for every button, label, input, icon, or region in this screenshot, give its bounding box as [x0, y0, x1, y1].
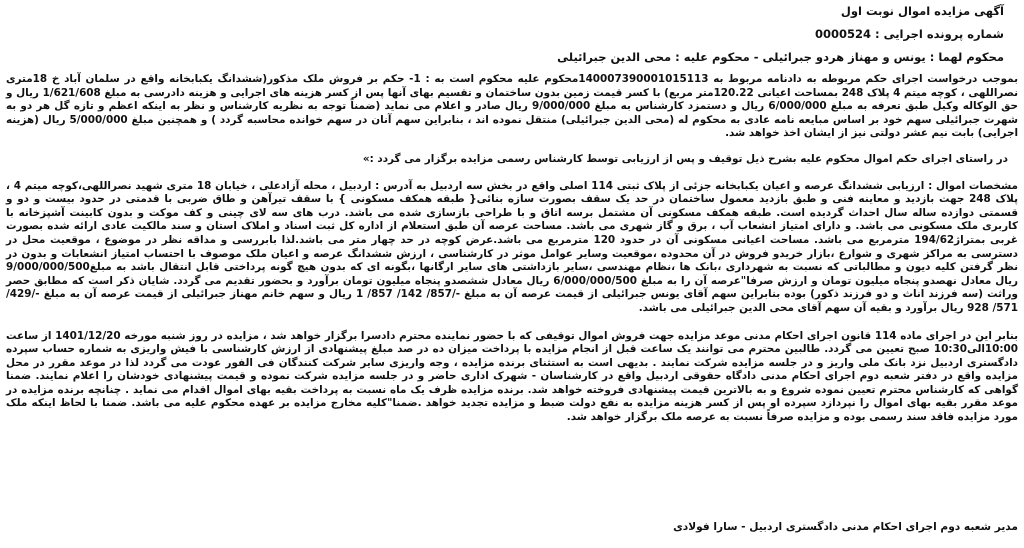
- signature-line: مدیر شعبه دوم اجرای احکام مدنی دادگستری اردبیل - سارا فولادی: [673, 521, 1018, 533]
- property-description-paragraph: مشخصات اموال : ارزیابی ششدانگ عرصه و اعیان یکبابخانه جزئی از پلاک ثبتی 114 اصلی واقع در بخش سه اردبیل به آدرس : اردبیل ، محله آزادعلی ، خیابان 18 متری شهید نصراللهی،کوچه میتم 4 ، پلاک 248 جهت بازدید و معاینه فنی و طبق بازدید معمول ساختمان در حد یک سقف بصورت سازه بنائی{ طبقه همکف مسکونی } با سقف تیرآهن و طاق ضربی با قدمتی در حدود بیست و دو و قسمتی دوازده ساله سال احداث گردیده است. طبقه همکف مسکونی آن مشتمل برسه اتاق و با طراحی بازسازی شده می باشد. درب های سه لای چینی و کف موکت و بدون کابینت آشپزخانه با کاربری ملک مسکونی می باشد. و دارای امتیاز انشعاب آب ، برق و گاز شهری می باشد. مساحت عرصه آن طبق استعلام از اداره کل ثبت اسناد و املاک استان و سند مالکیت عادی ارائه شده بصورت غربی بمتراژ194/62 مترمربع می باشد. مساحت اعیانی مسکونی آن در حدود 120 مترمربع می باشد.عرض کوچه در حد چهار متر می باشد.لذا بابررسی و مداقه نظر در موضوع ، موقعیت محل در دسترسی به مراکز شهری و شوارع ،بازار خریدو فروش در آن محدوده ،موقعیت وسایر عوامل موثر در کارشناسی ، ارزش ششدانگ عرصه و اعیان ملک موصوف با احتساب امتیاز انشعابات و بدون در نظر گرفتن کلیه دیون و مطالباتی که نسبت به شهرداری ،بانک ها ،نظام مهندسی ،سایر بازداشتی های سایر ارگانها ،بگونه ای که بدون هیچ گونه پرداختی قابل انتقال باشد به مبلغ9/000/000/500 ریال معادل نهصدو پنجاه میلیون تومان و ارزش صرفا"عرصه آن را به مبلغ 6/000/000/500 ریال معادل ششصدو پنجاه میلیون تومان برآورد و بحضور تقدیم می گردد. شایان ذکر است که مطابق حصر وراثت (سه فرزند اناث و دو فرزند ذکور) بوده بنابراین سهم آقای یونس جبرائیلی از قیمت عرصه آن به مبلغ -/857/ 142/ 857/ 1 ریال و سهم خانم مهناز جبرائیلی از قیمت عرصه آن به مبلغ -/429/ 571/ 928 ریال برآورد و بقیه آن سهم آقای محی الدین جبرائیلی می باشد.: [6, 179, 1019, 314]
- parties-line: محکوم لهما : یونس و مهناز هردو جبرائیلی - محکوم علیه : محی الدین جبرائیلی: [557, 50, 1004, 64]
- auction-terms-paragraph: بنابر این در اجرای ماده 114 قانون اجرای احکام مدنی موعد مزایده جهت فروش اموال توقیفی که با حضور نماینده محترم دادسرا برگزار خواهد شد ، مزایده در روز شنبه مورخه 1401/12/20 از ساعت 10:00الی10:30 صبح تعیین می گردد. طالبین محترم می توانند یک ساعت قبل از انجام مزایده با پرداخت میزان ده در صد مبلغ پیشنهادی از ارزش کارشناسی با فیش واریزی به شماره حساب سپرده دادگستری اردبیل نزد بانک ملی واریز و در جلسه مزایده شرکت نمایند . بدیهی است به استثنای برنده مزایده ، وجه واریزی سایر شرکت کنندگان فی الفور عودت می گردد لذا در موعد مقرر در محل مزایده واقع در دفتر شعبه دوم اجرای احکام مدنی دادگاه حقوقی اردبیل واقع در کارشناسان - شهرک اداری حاضر و در جلسه مزایده شرکت نموده و قیمت پیشنهادی خودشان را اعلام نمایند. ضمنا گواهی که کارشناس محترم تعیین نموده شروع و به بالاترین قیمت پیشنهادی فروخته خواهد شد. برنده مزایده ظرف یک ماه نسبت به پرداخت بقیه بهای اموال اقدام می نماید . چنانچه برنده مزایده در موعد مقرر بقیه بهای اموال را نپردازد سپرده او پس از کسر هزینه مزایده به نفع دولت ضبط و مزایده تجدید خواهد .ضمنا"کلیه مخارج مزایده بر عهده محکوم علیه می باشد. ضمنا با لحاظ اینکه ملک مورد مزایده فاقد سند رسمی بوده و مزایده صرفاً نسبت به عرصه ملک برگزار خواهد شد.: [6, 329, 1018, 424]
- auction-notice-document: [6, 4, 1018, 544]
- ruling-paragraph: بموجب درخواست اجرای حکم مربوطه به دادنامه مربوط به 140007390001015113محکوم علیه محکوم است به : 1- حکم بر فروش ملک مذکور(ششدانگ یکبابخانه واقع در سلمان آباد خ 18متری نصراللهی ، کوچه میتم 4 پلاک 248 بمساحت اعیانی 120.22متر مربع) با کسر قیمت زمین بدون ساختمان و تقسیم بهای آنها پس از کسر هزینه های اجرایی و هزینه دادرسی به مبلغ 1/621/608 ریال و حق الوکاله وکیل طبق تعرفه به مبلغ 6/000/000 ریال و دستمزد کارشناس به مبلغ 9/000/000 ریال صادر و اعلام می نماید (ضمناً توجه به نظریه کارشناس و نظر به اینکه اعظم و تازه گل هر دو به شهرت جبرائیلی سهم خود بر اساس مبایعه نامه عادی به محکوم له (محی الدین جبرائیلی) منتقل نموده اند ، بنابراین سهم آنان در سهم خوانده محاسبه گردد ) و همچنین مبلغ 5/000/000 ریال (هزینه اجرایی) بابت نیم عشر دولتی نیز از ایشان اخذ خواهد شد.: [6, 73, 1018, 140]
- file-number: شماره پرونده اجرایی : 0000524: [814, 27, 1004, 41]
- notice-title: آگهی مزایده اموال نوبت اول: [840, 4, 1004, 18]
- enforcement-paragraph: در راستای اجرای حکم اموال محکوم علیه بشرح ذیل توقیف و پس از ارزیابی توسط کارشناس رسمی مزایده برگزار می گردد :»: [362, 152, 1008, 165]
